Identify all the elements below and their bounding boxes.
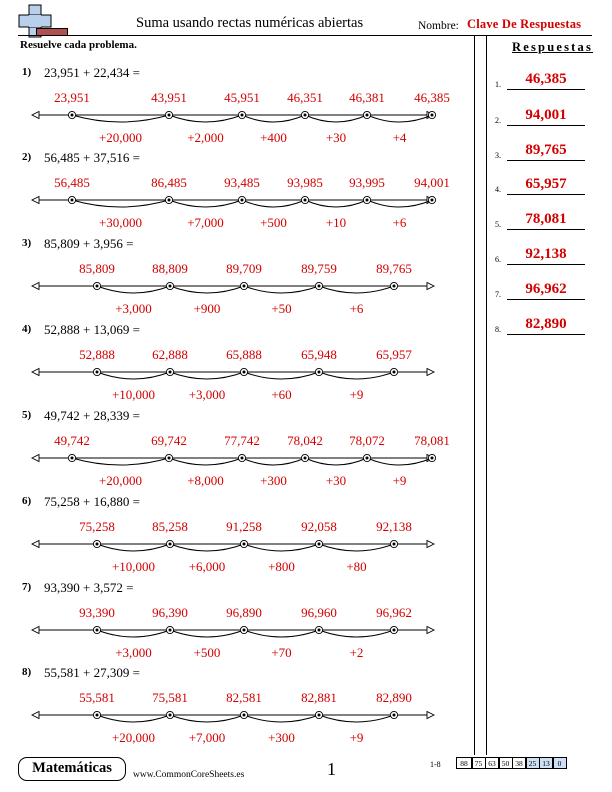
open-number-line	[22, 163, 472, 239]
jump-arc	[97, 372, 170, 379]
jump-label: +20,000	[98, 473, 143, 488]
jump-label: +6	[392, 215, 407, 230]
jump-label: +800	[268, 559, 295, 574]
problem-number: 1)	[22, 66, 32, 78]
point-dot	[243, 543, 246, 546]
point-label: 93,390	[79, 605, 115, 620]
answer-number: 2.	[495, 116, 501, 125]
jump-arc	[367, 458, 432, 465]
instructions: Resuelve cada problema.	[20, 39, 137, 51]
score-cell: 38	[512, 757, 526, 769]
subject-label: Matemáticas	[32, 760, 112, 776]
answer-value: 94,001	[525, 107, 567, 123]
jump-arc	[170, 372, 244, 379]
point-dot	[431, 199, 434, 202]
answer-underline	[507, 264, 585, 265]
point-dot	[96, 629, 99, 632]
point-dot	[71, 457, 74, 460]
point-label: 89,759	[301, 261, 337, 276]
jump-arc	[319, 372, 394, 379]
point-dot	[366, 199, 369, 202]
point-label: 86,485	[151, 175, 187, 190]
answer-value: 78,081	[525, 211, 567, 227]
point-label: 96,890	[226, 605, 262, 620]
jump-label: +80	[346, 559, 367, 574]
point-dot	[366, 114, 369, 117]
jump-arc	[72, 458, 169, 465]
point-dot	[318, 714, 321, 717]
point-label: 85,258	[152, 519, 188, 534]
jump-arc	[242, 200, 305, 207]
arrow-right-icon	[427, 627, 434, 634]
point-label: 96,960	[301, 605, 337, 620]
jump-arc	[169, 115, 242, 122]
answer-number: 7.	[495, 290, 501, 299]
point-label: 96,390	[152, 605, 188, 620]
point-label: 92,058	[301, 519, 337, 534]
point-label: 78,042	[287, 433, 323, 448]
jump-arc	[97, 715, 170, 722]
point-label: 82,890	[376, 690, 412, 705]
point-label: 82,881	[301, 690, 337, 705]
point-label: 45,951	[224, 90, 260, 105]
arrow-right-icon	[427, 369, 434, 376]
arrow-left-icon	[32, 541, 39, 548]
point-dot	[168, 457, 171, 460]
jump-arc	[319, 286, 394, 293]
point-label: 55,581	[79, 690, 115, 705]
point-dot	[71, 199, 74, 202]
answer-number: 8.	[495, 325, 501, 334]
point-dot	[431, 457, 434, 460]
answer-value: 96,962	[525, 281, 567, 297]
point-label: 65,888	[226, 347, 262, 362]
answer-value: 89,765	[525, 142, 567, 158]
score-cell: 13	[539, 757, 553, 769]
point-label: 91,258	[226, 519, 262, 534]
point-dot	[304, 457, 307, 460]
jump-label: +70	[271, 645, 292, 660]
score-strip	[456, 757, 566, 769]
point-label: 46,381	[349, 90, 385, 105]
jump-arc	[367, 115, 432, 122]
answer-value: 82,890	[525, 316, 567, 332]
problem-equation: 85,809 + 3,956 =	[44, 236, 134, 251]
point-label: 77,742	[224, 433, 260, 448]
jump-arc	[97, 286, 170, 293]
answer-row	[495, 106, 595, 128]
point-label: 65,957	[376, 347, 412, 362]
jump-label: +6,000	[188, 559, 226, 574]
point-label: 56,485	[54, 175, 90, 190]
answer-underline	[507, 125, 585, 126]
problem-number: 2)	[22, 151, 32, 163]
arrow-left-icon	[32, 197, 39, 204]
answer-row	[495, 315, 595, 337]
answer-underline	[507, 160, 585, 161]
problem-number: 3)	[22, 237, 32, 249]
point-label: 85,809	[79, 261, 115, 276]
jump-arc	[319, 544, 394, 551]
point-dot	[169, 714, 172, 717]
problem-equation: 55,581 + 27,309 =	[44, 665, 140, 680]
jump-label: +3,000	[188, 387, 226, 402]
point-label: 93,485	[224, 175, 260, 190]
point-label: 69,742	[151, 433, 187, 448]
arrow-right-icon	[427, 712, 434, 719]
answer-number: 3.	[495, 151, 501, 160]
arrow-right-icon	[427, 283, 434, 290]
answer-number: 5.	[495, 220, 501, 229]
point-dot	[169, 285, 172, 288]
problem-equation: 75,258 + 16,880 =	[44, 494, 140, 509]
score-cell: 75	[472, 757, 486, 769]
jump-label: +50	[271, 301, 292, 316]
jump-label: +2,000	[187, 130, 224, 145]
jump-arc	[72, 200, 169, 207]
point-label: 78,081	[414, 433, 450, 448]
answer-value: 92,138	[525, 246, 567, 262]
jump-label: +8,000	[187, 473, 224, 488]
problem-2	[22, 151, 472, 239]
jump-arc	[170, 630, 244, 637]
jump-label: +7,000	[187, 215, 224, 230]
point-dot	[96, 714, 99, 717]
arrow-left-icon	[32, 712, 39, 719]
jump-arc	[244, 544, 319, 551]
point-dot	[393, 543, 396, 546]
point-dot	[241, 457, 244, 460]
problem-6	[22, 495, 472, 583]
score-cell: 88	[456, 757, 472, 769]
jump-label: +300	[260, 473, 287, 488]
answer-row	[495, 280, 595, 302]
point-dot	[304, 199, 307, 202]
jump-arc	[170, 715, 244, 722]
jump-arc	[242, 458, 305, 465]
arrow-left-icon	[32, 283, 39, 290]
point-dot	[393, 714, 396, 717]
jump-label: +7,000	[188, 730, 226, 745]
point-label: 62,888	[152, 347, 188, 362]
jump-label: +3,000	[115, 301, 152, 316]
point-label: 46,351	[287, 90, 323, 105]
problem-number: 7)	[22, 581, 32, 593]
jump-arc	[72, 115, 169, 122]
point-dot	[304, 114, 307, 117]
jump-arc	[97, 544, 170, 551]
point-label: 46,385	[414, 90, 450, 105]
score-cell: 50	[499, 757, 513, 769]
answer-row	[495, 175, 595, 197]
jump-label: +20,000	[98, 130, 143, 145]
arrow-left-icon	[32, 112, 39, 119]
jump-label: +300	[268, 730, 295, 745]
point-label: 88,809	[152, 261, 188, 276]
point-dot	[243, 629, 246, 632]
point-label: 92,138	[376, 519, 412, 534]
jump-arc	[169, 458, 242, 465]
jump-label: +10,000	[111, 559, 156, 574]
point-dot	[71, 114, 74, 117]
point-label: 52,888	[79, 347, 115, 362]
answer-column-divider-inner	[486, 35, 487, 755]
answer-number: 6.	[495, 255, 501, 264]
open-number-line	[22, 335, 472, 411]
arrow-left-icon	[32, 627, 39, 634]
point-dot	[243, 714, 246, 717]
problem-equation: 23,951 + 22,434 =	[44, 65, 140, 80]
point-dot	[366, 457, 369, 460]
point-dot	[168, 114, 171, 117]
point-dot	[393, 285, 396, 288]
jump-label: +2	[349, 645, 364, 660]
point-label: 93,995	[349, 175, 385, 190]
jump-label: +9	[392, 473, 407, 488]
point-label: 43,951	[151, 90, 187, 105]
point-label: 89,765	[376, 261, 412, 276]
jump-arc	[319, 630, 394, 637]
jump-label: +9	[349, 387, 364, 402]
answer-underline	[507, 194, 585, 195]
jump-label: +900	[193, 301, 221, 316]
jump-arc	[170, 544, 244, 551]
open-number-line	[22, 78, 472, 154]
jump-label: +500	[193, 645, 221, 660]
score-cell: 25	[526, 757, 540, 769]
point-dot	[169, 371, 172, 374]
answer-value: 65,957	[525, 176, 567, 192]
point-label: 75,581	[152, 690, 188, 705]
answer-underline	[507, 334, 585, 335]
jump-arc	[305, 200, 367, 207]
point-label: 94,001	[414, 175, 450, 190]
point-dot	[318, 285, 321, 288]
answer-underline	[507, 229, 585, 230]
answer-underline	[507, 89, 585, 90]
answer-column-divider	[474, 35, 475, 755]
problem-number: 4)	[22, 323, 32, 335]
point-dot	[169, 543, 172, 546]
name-value: Clave De Respuestas	[467, 17, 582, 31]
point-dot	[318, 629, 321, 632]
point-dot	[168, 199, 171, 202]
score-cell: 63	[485, 757, 499, 769]
point-dot	[243, 371, 246, 374]
arrow-left-icon	[32, 455, 39, 462]
jump-arc	[305, 458, 367, 465]
jump-label: +60	[271, 387, 292, 402]
jump-label: +30	[325, 473, 347, 488]
answer-row	[495, 70, 595, 92]
jump-arc	[244, 715, 319, 722]
jump-arc	[305, 115, 367, 122]
answer-row	[495, 245, 595, 267]
open-number-line	[22, 421, 472, 497]
point-dot	[96, 285, 99, 288]
jump-label: +400	[260, 130, 287, 145]
problem-3	[22, 237, 472, 325]
jump-label: +6	[349, 301, 364, 316]
arrow-left-icon	[32, 369, 39, 376]
point-label: 23,951	[54, 90, 90, 105]
problem-equation: 56,485 + 37,516 =	[44, 150, 140, 165]
answer-underline	[507, 299, 585, 300]
problem-number: 8)	[22, 666, 32, 678]
answers-heading: Respuestas	[512, 40, 594, 54]
point-dot	[318, 543, 321, 546]
page-number: 1	[327, 759, 336, 779]
jump-label: +3,000	[115, 645, 152, 660]
point-label: 96,962	[376, 605, 412, 620]
header-divider	[18, 35, 592, 36]
jump-arc	[244, 286, 319, 293]
answer-number: 1.	[495, 80, 501, 89]
point-dot	[169, 629, 172, 632]
problem-equation: 49,742 + 28,339 =	[44, 408, 140, 423]
answer-number: 4.	[495, 185, 501, 194]
problem-4	[22, 323, 472, 411]
open-number-line	[22, 593, 472, 669]
point-dot	[243, 285, 246, 288]
answer-value: 46,385	[525, 71, 567, 87]
point-dot	[318, 371, 321, 374]
problem-7	[22, 581, 472, 669]
answer-row	[495, 141, 595, 163]
point-dot	[96, 543, 99, 546]
score-cell: 0	[553, 757, 567, 769]
point-label: 93,985	[287, 175, 323, 190]
jump-arc	[242, 115, 305, 122]
point-label: 65,948	[301, 347, 337, 362]
arrow-right-icon	[427, 541, 434, 548]
jump-label: +500	[260, 215, 287, 230]
problem-5	[22, 409, 472, 497]
name-label: Nombre:	[418, 20, 459, 32]
jump-arc	[169, 200, 242, 207]
problem-equation: 93,390 + 3,572 =	[44, 580, 134, 595]
jump-arc	[367, 200, 432, 207]
jump-label: +10,000	[111, 387, 156, 402]
jump-label: +4	[392, 130, 407, 145]
jump-label: +20,000	[111, 730, 156, 745]
problem-equation: 52,888 + 13,069 =	[44, 322, 140, 337]
jump-label: +10	[325, 215, 347, 230]
jump-label: +30	[325, 130, 347, 145]
jump-arc	[244, 372, 319, 379]
point-dot	[393, 629, 396, 632]
jump-arc	[244, 630, 319, 637]
jump-label: +9	[349, 730, 364, 745]
open-number-line	[22, 678, 472, 754]
jump-label: +30,000	[98, 215, 143, 230]
point-dot	[241, 199, 244, 202]
point-label: 89,709	[226, 261, 262, 276]
open-number-line	[22, 507, 472, 583]
point-label: 78,072	[349, 433, 385, 448]
point-label: 82,581	[226, 690, 262, 705]
problem-number: 6)	[22, 495, 32, 507]
problem-1	[22, 66, 472, 154]
site-url: www.CommonCoreSheets.es	[133, 770, 245, 780]
problem-8	[22, 666, 472, 754]
problem-number: 5)	[22, 409, 32, 421]
answer-row	[495, 210, 595, 232]
point-label: 49,742	[54, 433, 90, 448]
point-dot	[96, 371, 99, 374]
score-range: 1-8	[430, 760, 441, 769]
page-title: Suma usando rectas numéricas abiertas	[136, 15, 364, 31]
jump-arc	[97, 630, 170, 637]
jump-arc	[319, 715, 394, 722]
jump-arc	[170, 286, 244, 293]
point-dot	[241, 114, 244, 117]
point-label: 75,258	[79, 519, 115, 534]
open-number-line	[22, 249, 472, 325]
point-dot	[393, 371, 396, 374]
point-dot	[431, 114, 434, 117]
